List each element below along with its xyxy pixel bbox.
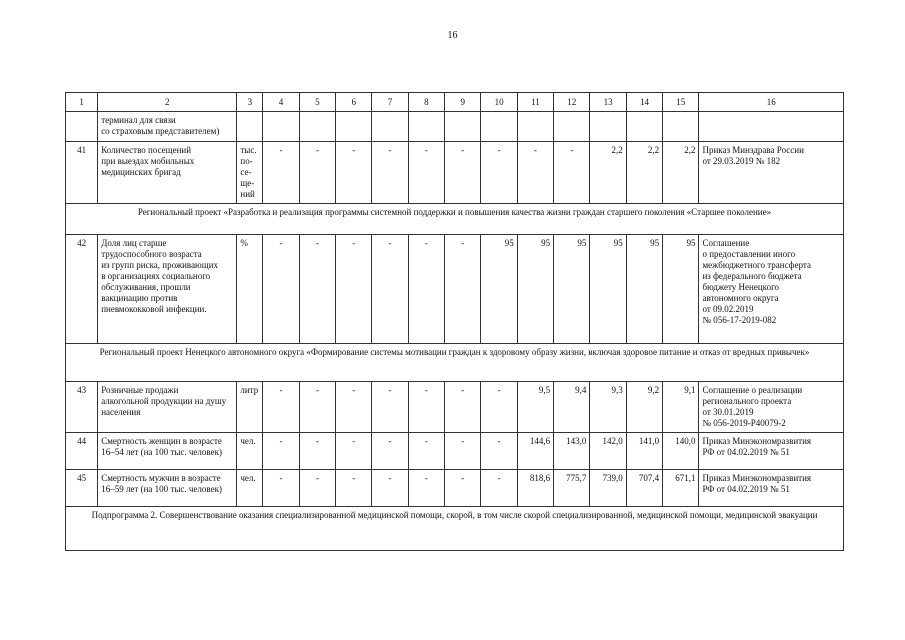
- header-cell: 3: [237, 93, 263, 112]
- value-cell: -: [445, 235, 481, 344]
- value-cell: -: [408, 470, 444, 507]
- section-title: Подпрограмма 2. Совершенствование оказания специализированной медицинской помощи, скорой, в том числе скорой специализированной, медицинской помощи, медицинской эвакуации: [66, 507, 844, 551]
- value-cell: 95: [517, 235, 553, 344]
- table-row: [66, 470, 844, 507]
- source-cell: Приказ Минздрава России от 29.03.2019 № 182: [699, 142, 844, 204]
- value-cell: -: [336, 470, 372, 507]
- value-cell: -: [336, 433, 372, 470]
- section-title: Региональный проект «Разработка и реализация программы системной поддержки и повышения качества жизни граждан старшего поколения «Старшее поколение»: [66, 204, 844, 235]
- indicator-name: Количество посещений при выездах мобильных медицинских бригад: [98, 142, 237, 204]
- unit-cell: чел.: [237, 470, 263, 507]
- row-number: 41: [66, 142, 98, 204]
- value-cell: 2,2: [663, 142, 699, 204]
- value-cell: 140,0: [663, 433, 699, 470]
- value-cell: -: [408, 142, 444, 204]
- value-cell: -: [408, 235, 444, 344]
- value-cell: -: [299, 470, 335, 507]
- value-cell: -: [372, 142, 408, 204]
- value-cell: -: [445, 433, 481, 470]
- value-cell: -: [372, 382, 408, 433]
- value-cell: 818,6: [517, 470, 553, 507]
- value-cell: [445, 112, 481, 142]
- value-cell: 9,5: [517, 382, 553, 433]
- table-row: [66, 142, 844, 204]
- row-number: 43: [66, 382, 98, 433]
- indicator-name: Смертность мужчин в возрасте 16–59 лет (на 100 тыс. человек): [98, 470, 237, 507]
- value-cell: -: [445, 142, 481, 204]
- value-cell: -: [299, 235, 335, 344]
- table-row: [66, 235, 844, 344]
- value-cell: -: [481, 382, 517, 433]
- table-row: [66, 382, 844, 433]
- value-cell: -: [336, 142, 372, 204]
- value-cell: 143,0: [554, 433, 590, 470]
- value-cell: -: [481, 470, 517, 507]
- unit-cell: литр: [237, 382, 263, 433]
- value-cell: 707,4: [626, 470, 662, 507]
- value-cell: [590, 112, 626, 142]
- unit-cell: %: [237, 235, 263, 344]
- header-cell: 6: [336, 93, 372, 112]
- value-cell: 141,0: [626, 433, 662, 470]
- header-cell: 4: [263, 93, 299, 112]
- value-cell: -: [554, 142, 590, 204]
- value-cell: [408, 112, 444, 142]
- header-cell: 10: [481, 93, 517, 112]
- value-cell: 739,0: [590, 470, 626, 507]
- value-cell: -: [263, 382, 299, 433]
- header-cell: 1: [66, 93, 98, 112]
- value-cell: 2,2: [626, 142, 662, 204]
- value-cell: 95: [554, 235, 590, 344]
- value-cell: [626, 112, 662, 142]
- value-cell: -: [408, 382, 444, 433]
- value-cell: -: [481, 142, 517, 204]
- header-cell: 5: [299, 93, 335, 112]
- value-cell: -: [336, 382, 372, 433]
- value-cell: -: [408, 433, 444, 470]
- value-cell: 9,2: [626, 382, 662, 433]
- value-cell: [517, 112, 553, 142]
- value-cell: [263, 112, 299, 142]
- value-cell: -: [299, 433, 335, 470]
- indicator-name: Доля лиц старше трудоспособного возраста из групп риска, проживающих в организациях социального обслуживания, прошли вакцинацию против пневмококковой инфекции.: [98, 235, 237, 344]
- value-cell: -: [372, 433, 408, 470]
- value-cell: -: [517, 142, 553, 204]
- value-cell: [372, 112, 408, 142]
- value-cell: 95: [481, 235, 517, 344]
- indicator-name: терминал для связи со страховым представителем): [98, 112, 237, 142]
- value-cell: -: [263, 235, 299, 344]
- unit-cell: тыс. по- се- ще- ний: [237, 142, 263, 204]
- value-cell: -: [445, 470, 481, 507]
- header-cell: 13: [590, 93, 626, 112]
- row-number: 45: [66, 470, 98, 507]
- value-cell: 142,0: [590, 433, 626, 470]
- header-cell: 16: [699, 93, 844, 112]
- indicator-name: Розничные продажи алкогольной продукции на душу населения: [98, 382, 237, 433]
- section-row: [66, 344, 844, 382]
- indicator-name: Смертность женщин в возрасте 16–54 лет (на 100 тыс. человек): [98, 433, 237, 470]
- unit-cell: чел.: [237, 433, 263, 470]
- source-cell: Соглашение о предоставлении иного межбюджетного трансферта из федерального бюджета бюджету Ненецкого автономного округа от 09.02.2019 № 056-17-2019-082: [699, 235, 844, 344]
- value-cell: 144,6: [517, 433, 553, 470]
- value-cell: -: [299, 142, 335, 204]
- value-cell: -: [263, 470, 299, 507]
- value-cell: [481, 112, 517, 142]
- table-row: [66, 112, 844, 142]
- source-cell: Приказ Минэкономразвития РФ от 04.02.2019 № 51: [699, 470, 844, 507]
- header-cell: 2: [98, 93, 237, 112]
- row-number: 42: [66, 235, 98, 344]
- table-row: [66, 433, 844, 470]
- value-cell: -: [372, 235, 408, 344]
- value-cell: 9,1: [663, 382, 699, 433]
- value-cell: [336, 112, 372, 142]
- value-cell: 9,3: [590, 382, 626, 433]
- value-cell: 95: [663, 235, 699, 344]
- value-cell: 9,4: [554, 382, 590, 433]
- header-cell: 11: [517, 93, 553, 112]
- section-row: [66, 204, 844, 235]
- indicators-table: [65, 92, 844, 551]
- header-cell: 12: [554, 93, 590, 112]
- section-row: [66, 507, 844, 551]
- value-cell: 95: [590, 235, 626, 344]
- value-cell: [299, 112, 335, 142]
- table-header-row: [66, 93, 844, 112]
- value-cell: -: [263, 433, 299, 470]
- value-cell: -: [445, 382, 481, 433]
- header-cell: 14: [626, 93, 662, 112]
- value-cell: -: [263, 142, 299, 204]
- value-cell: -: [336, 235, 372, 344]
- value-cell: 671,1: [663, 470, 699, 507]
- source-cell: Соглашение о реализации регионального проекта от 30.01.2019 № 056-2019-Р40079-2: [699, 382, 844, 433]
- value-cell: [663, 112, 699, 142]
- value-cell: [554, 112, 590, 142]
- section-title: Региональный проект Ненецкого автономного округа «Формирование системы мотивации граждан к здоровому образу жизни, включая здоровое питание и отказ от вредных привычек»: [66, 344, 844, 382]
- value-cell: 95: [626, 235, 662, 344]
- source-cell: Приказ Минэкономразвития РФ от 04.02.2019 № 51: [699, 433, 844, 470]
- header-cell: 8: [408, 93, 444, 112]
- value-cell: 775,7: [554, 470, 590, 507]
- value-cell: -: [372, 470, 408, 507]
- value-cell: -: [299, 382, 335, 433]
- page-number: 16: [447, 30, 458, 41]
- value-cell: 2,2: [590, 142, 626, 204]
- row-number: [66, 112, 98, 142]
- unit-cell: [237, 112, 263, 142]
- header-cell: 9: [445, 93, 481, 112]
- source-cell: [699, 112, 844, 142]
- header-cell: 15: [663, 93, 699, 112]
- row-number: 44: [66, 433, 98, 470]
- header-cell: 7: [372, 93, 408, 112]
- value-cell: -: [481, 433, 517, 470]
